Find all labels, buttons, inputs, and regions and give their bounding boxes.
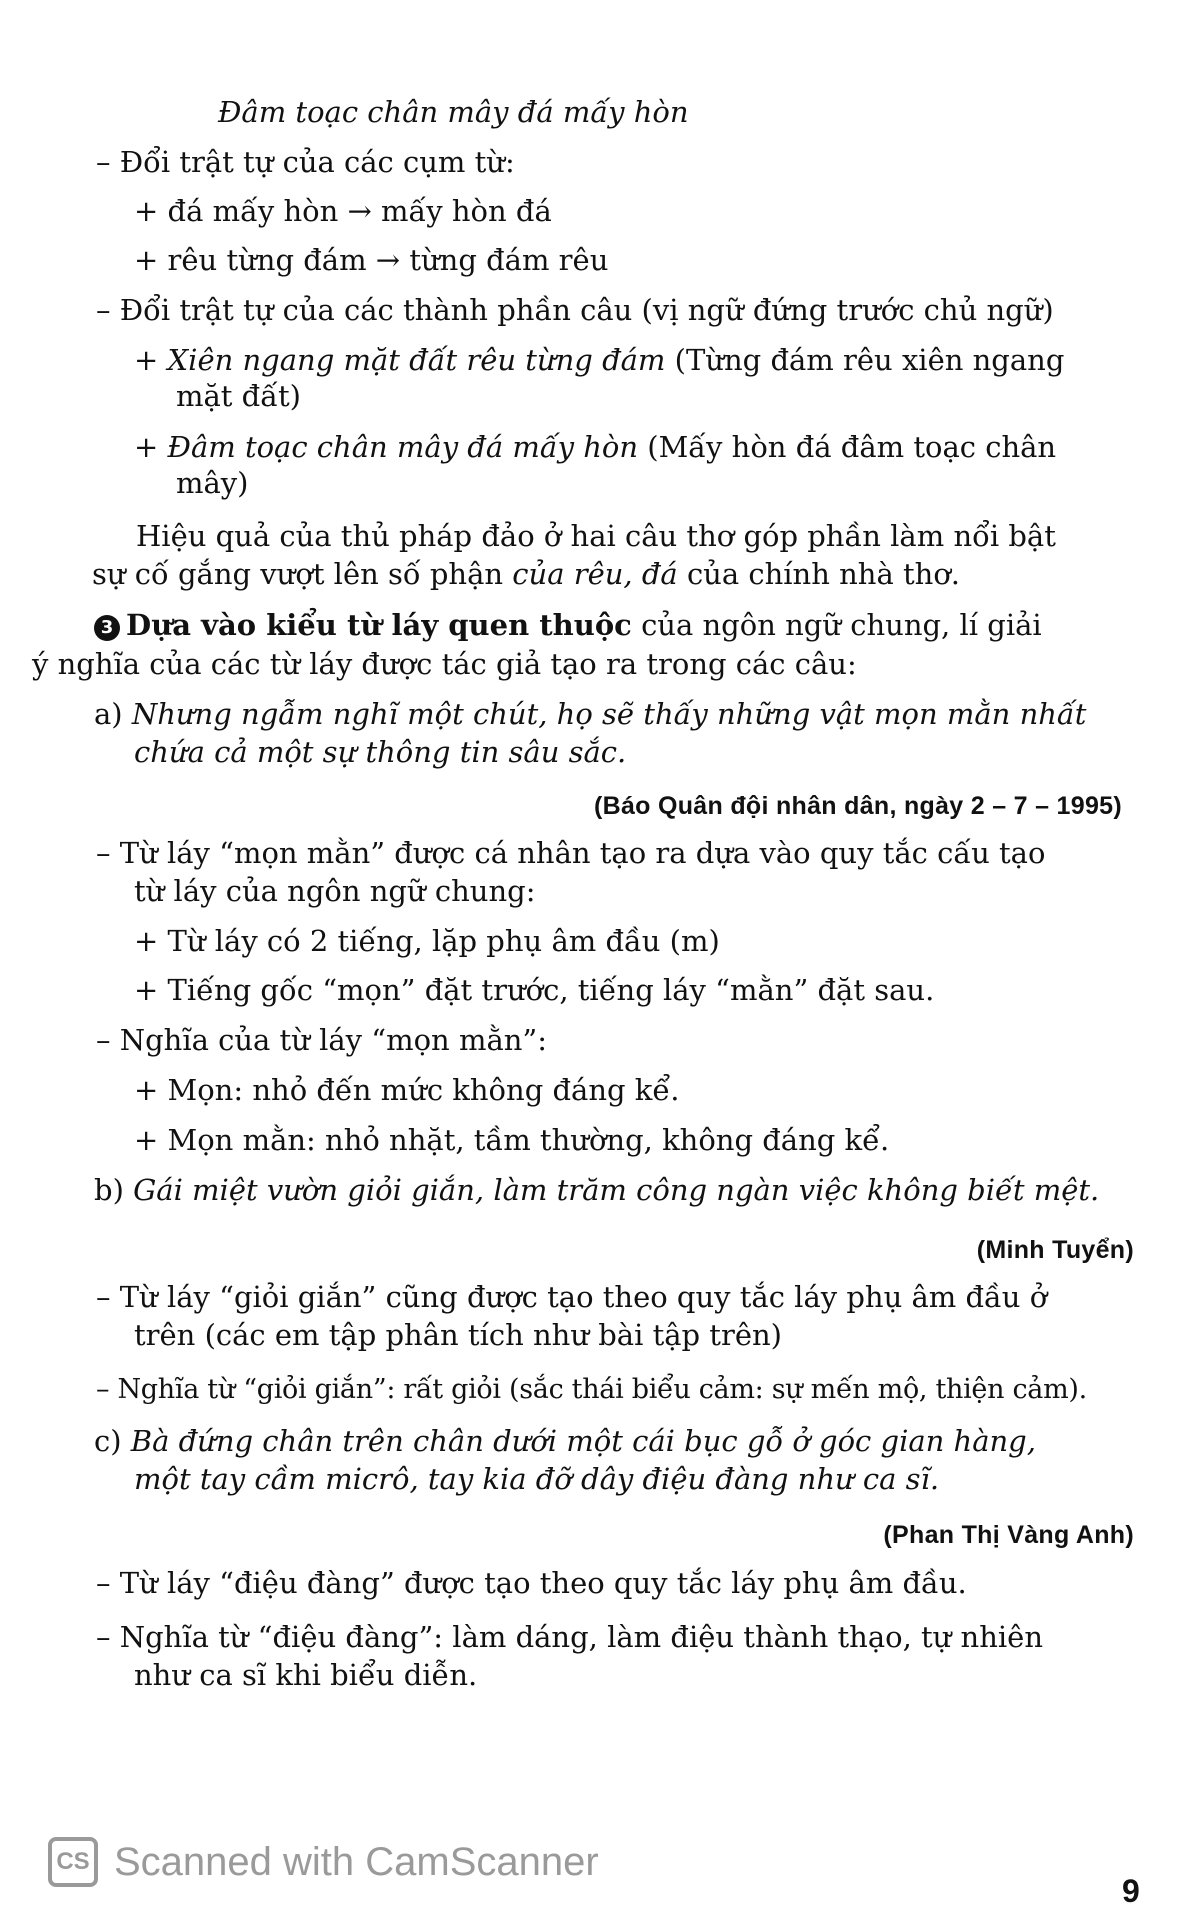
camscanner-watermark xyxy=(48,1834,599,1890)
watermark-text: Scanned with CamScanner xyxy=(114,1840,599,1884)
bullet-dash: – Nghĩa của từ láy “mọn mằn”: xyxy=(96,1023,548,1057)
example-quote: Bà đứng chân trên chân dưới một cái bục gỗ ở góc gian hàng, xyxy=(130,1424,1036,1458)
bullet-plus: + Mọn: nhỏ đến mức không đáng kể. xyxy=(134,1073,680,1107)
bullet-dash: – Nghĩa từ “điệu đàng”: làm dáng, làm điệu thành thạo, tự nhiên xyxy=(96,1620,1044,1654)
bullet-plus: + Mọn mằn: nhỏ nhặt, tầm thường, không đáng kể. xyxy=(134,1123,890,1157)
bullet-plus: + đá mấy hòn → mấy hòn đá xyxy=(134,194,552,228)
exercise-heading xyxy=(94,606,1042,644)
example-label: c) xyxy=(94,1424,122,1458)
example-label: a) xyxy=(94,697,123,731)
paragraph-line: ý nghĩa của các từ láy được tác giả tạo ra trong các câu: xyxy=(32,647,857,681)
example-b xyxy=(94,1171,1099,1209)
continuation-line: trên (các em tập phân tích như bài tập trên) xyxy=(134,1318,782,1352)
bullet-marker: + xyxy=(134,343,159,377)
source-citation: (Phan Thị Vàng Anh) xyxy=(883,1521,1134,1549)
paragraph-line: Hiệu quả của thủ pháp đảo ở hai câu thơ góp phần làm nổi bật xyxy=(136,519,1056,553)
bullet-dash: – Từ láy “mọn mằn” được cá nhân tạo ra dựa vào quy tắc cấu tạo xyxy=(96,836,1046,870)
source-citation: (Minh Tuyển) xyxy=(976,1236,1134,1264)
page-number: 9 xyxy=(1122,1873,1140,1909)
camscanner-logo-icon: CS xyxy=(48,1837,98,1887)
example-quote-cont: một tay cầm micrô, tay kia đỡ dây điệu đàng như ca sĩ. xyxy=(134,1462,940,1496)
bullet-plus: + rêu từng đám → từng đám rêu xyxy=(134,243,609,277)
example-quote-cont: chứa cả một sự thông tin sâu sắc. xyxy=(134,735,627,769)
example-c xyxy=(94,1422,1036,1460)
bullet-marker: + xyxy=(134,430,159,464)
quote-italic: Đâm toạc chân mây đá mấy hòn xyxy=(167,430,639,464)
continuation-line: mặt đất) xyxy=(176,379,301,413)
paraphrase: (Từng đám rêu xiên ngang xyxy=(674,343,1065,377)
bullet-plus-mixed xyxy=(134,428,1056,466)
continuation-line: như ca sĩ khi biểu diễn. xyxy=(134,1658,478,1692)
bullet-plus-mixed xyxy=(134,341,1064,379)
bullet-plus: + Từ láy có 2 tiếng, lặp phụ âm đầu (m) xyxy=(134,924,720,958)
bullet-plus: + Tiếng gốc “mọn” đặt trước, tiếng láy “mằn” đặt sau. xyxy=(134,973,935,1007)
example-quote: Gái miệt vườn giỏi giắn, làm trăm công ngàn việc không biết mệt. xyxy=(133,1173,1100,1207)
example-label: b) xyxy=(94,1173,124,1207)
example-a xyxy=(94,695,1086,733)
continuation-line: từ láy của ngôn ngữ chung: xyxy=(134,874,536,908)
text: sự cố gắng vượt lên số phận xyxy=(92,557,504,591)
bullet-dash: – Từ láy “điệu đàng” được tạo theo quy tắc láy phụ âm đầu. xyxy=(96,1566,967,1600)
quote-italic: Xiên ngang mặt đất rêu từng đám xyxy=(167,343,666,377)
bullet-dash: – Đổi trật tự của các thành phần câu (vị ngữ đứng trước chủ ngữ) xyxy=(96,293,1054,327)
bullet-dash: – Đổi trật tự của các cụm từ: xyxy=(96,145,515,179)
bullet-dash: – Nghĩa từ “giỏi giắn”: rất giỏi (sắc thái biểu cảm: sự mến mộ, thiện cảm). xyxy=(96,1374,1087,1405)
bullet-dash: – Từ láy “giỏi giắn” cũng được tạo theo quy tắc láy phụ âm đầu ở xyxy=(96,1280,1048,1314)
example-quote: Nhưng ngẫm nghĩ một chút, họ sẽ thấy những vật mọn mằn nhất xyxy=(131,697,1087,731)
exercise-title-bold: Dựa vào kiểu từ láy quen thuộc xyxy=(126,608,632,642)
exercise-number: 3 xyxy=(94,615,120,641)
italic-text: của rêu, đá xyxy=(512,557,678,591)
exercise-title-rest: của ngôn ngữ chung, lí giải xyxy=(641,608,1042,642)
continuation-line: mây) xyxy=(176,466,249,500)
poem-line: Đâm toạc chân mây đá mấy hòn xyxy=(218,95,689,129)
source-citation: (Báo Quân đội nhân dân, ngày 2 – 7 – 1995) xyxy=(593,792,1122,820)
text: của chính nhà thơ. xyxy=(686,557,961,591)
paraphrase: (Mấy hòn đá đâm toạc chân xyxy=(647,430,1057,464)
paragraph-line xyxy=(92,555,960,593)
